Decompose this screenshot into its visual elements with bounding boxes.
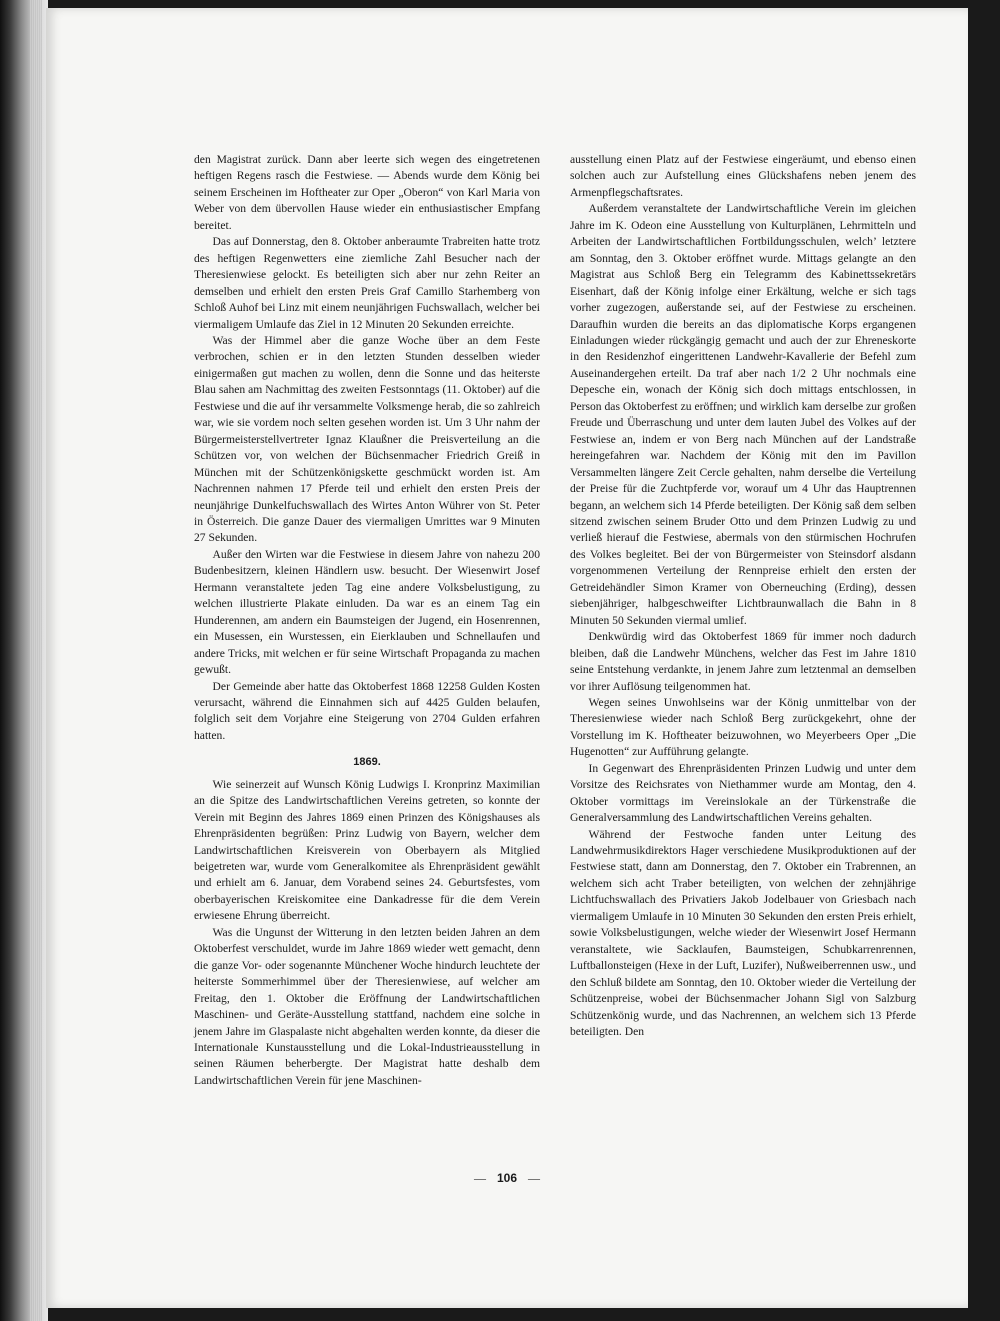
paragraph: Wie seinerzeit auf Wunsch König Ludwigs I. Kronprinz Maximilian an die Spitze des Landwirtschaftlichen Vereins getreten, so konnte der Verein mit Beginn des Jahres 1869 einen Prinzen des Königshauses als Ehrenpräsidenten begrüßen: Prinz Ludwig von Bayern, welcher dem Landwirtschaftlichen Kreisverein von Oberbayern als Mitglied beigetreten war, wurde vom Generalkomitee als Ehrenpräsident gewählt und erhielt am 6. Januar, dem Vorabend seines 24. Geburtsfestes, vom oberbayerischen Kreiskomitee eine Dankadresse für die dem Verein erwiesene Ehrung überreicht. bbox=[194, 777, 540, 923]
paragraph: Während der Festwoche fanden unter Leitung des Landwehrmusikdirektors Hager verschiedene Musikproduktionen auf der Festwiese statt, dann am Donnerstag, den 7. Oktober ein Trabrennen, an welchem sich acht Traber beteiligten, von welchen der zehnjährige Lichtfuchswallach des Privatiers Jakob Jodelbauer von Griesbach nach viermaligem Umlaufe in 10 Minuten 30 Sekunden den ersten Preis erhielt, sowie Volksbelustigungen, welche wieder der Wiesenwirt Josef Hermann veranstaltete, wie Sacklaufen, Baumsteigen, Schubkarrenrennen, Luftballonsteigen (Hexe in der Luft, Luzifer), Nußweiberrennen usw., und den Schluß bildete am Sonntag, den 10. Oktober wieder die Verteilung der Schützenpreise, wobei der Büchsenmacher Johann Sigl von Salzburg Schützenkönig wurde, und das Nachrennen, an welchem sich 13 Pferde beteiligten. Den bbox=[570, 827, 916, 1039]
paragraph: Das auf Donnerstag, den 8. Oktober anberaumte Trabreiten hatte trotz des heftigen Regenwetters eine ziemliche Zahl Besucher nach der Theresienwiese gelockt. Es beteiligten sich aber nur zehn Reiter an demselben und erhielt den ersten Preis Graf Camillo Starhemberg von Schloß Auhof bei Linz mit einem neunjährigen Fuchswallach, welcher bei viermaligem Umlaufe das Ziel in 12 Minuten 20 Sekunden erreichte. bbox=[194, 235, 540, 331]
left-column bbox=[194, 152, 540, 1089]
paragraph: Denkwürdig wird das Oktoberfest 1869 für immer noch dadurch bleiben, daß die Landwehr Münchens, welcher das Fest im Jahre 1810 seine Entstehung verdankte, in jenem Jahre zum letztenmal an demselben vor ihrer Auflösung teilgenommen hat. bbox=[570, 630, 916, 693]
book-page bbox=[46, 8, 968, 1308]
paragraph: In Gegenwart des Ehrenpräsidenten Prinzen Ludwig und unter dem Vorsitze des Reichsrates von Niethammer wurde am Montag, den 4. Oktober vormittags im Vereinslokale an der Türkenstraße die Generalversammlung des Landwirtschaftlichen Vereins gehalten. bbox=[570, 761, 916, 825]
paragraph: Der Gemeinde aber hatte das Oktoberfest 1868 12258 Gulden Kosten verursacht, während die Einnahmen sich auf 4425 Gulden belaufen, folglich seit dem Vorjahre eine Steigerung von 2704 Gulden erfahren hatten. bbox=[194, 679, 540, 742]
paragraph: Wegen seines Unwohlseins war der König unmittelbar von der Theresienwiese wieder nach Schloß Berg zurückgekehrt, ohne der Vorstellung im K. Hoftheater beizuwohnen, wo Meyerbeers Oper „Die Hugenotten“ zur Aufführung gelangte. bbox=[570, 695, 916, 759]
footer-dash: — bbox=[528, 1171, 541, 1185]
paragraph: Was die Ungunst der Witterung in den letzten beiden Jahren an dem Oktoberfest verschuldet, wurde im Jahre 1869 wieder wett gemacht, denn die ganze Vor- oder sogenannte Münchener Woche hindurch leuchtete der heiterste Sommerhimmel über der Theresienwiese, auf welcher am Freitag, den 1. Oktober die Eröffnung der Landwirtschaftlichen Maschinen- und Geräte-Ausstellung stattfand, nachdem eine solche in jenem Jahre im Glaspalaste nicht abgehalten werden konnte, da dieser die Internationale Kunstausstellung und die Lokal-Industrieausstellung in seinen Räumen beherbergte. Der Magistrat hatte deshalb dem Landwirtschaftlichen Verein für jene Maschinen- bbox=[194, 925, 540, 1087]
footer-dash: — bbox=[473, 1171, 486, 1185]
page-edges bbox=[30, 0, 42, 1321]
paragraph: Außer den Wirten war die Festwiese in diesem Jahre von nahezu 200 Budenbesitzern, kleinen Händlern usw. besucht. Der Wiesenwirt Josef Hermann veranstaltete jeden Tag eine andere Volksbelustigung, zu welchen illustrierte Plakate einluden. Da war es an einem Tag ein Hunderennen, am andern ein Baumsteigen der Jugend, ein Hosenrennen, ein Musessen, ein Wurstessen, ein Eierklauben und Schnellaufen und andere Tricks, mit welchen er für seine Wirtschaft Propaganda zu machen gewußt. bbox=[194, 547, 540, 677]
page-number-footer bbox=[46, 1171, 968, 1186]
page-number: 106 bbox=[496, 1171, 518, 1185]
paragraph: den Magistrat zurück. Dann aber leerte sich wegen des eingetretenen heftigen Regens rasch die Festwiese. — Abends wurde dem König bei seinem Erscheinen im Hoftheater zur Oper „Oberon“ von Karl Maria von Weber von dem übervollen Hause wieder ein enthusiastischer Empfang bereitet. bbox=[194, 153, 540, 232]
section-heading-1869: 1869. bbox=[353, 756, 381, 769]
right-column bbox=[570, 152, 916, 1040]
paragraph: Außerdem veranstaltete der Landwirtschaftliche Verein im gleichen Jahre im K. Odeon eine Ausstellung von Kulturplänen, Lehrmitteln und Arbeiten der Landwirtschaftlichen Fortbildungsschulen, welch’ letztere am Sonntag, den 3. Oktober eröffnet wurde. Mittags gelangte an den Magistrat aus Schloß Berg ein Telegramm des Kabinettssekretärs Eisenhart, daß der König infolge einer Erkältung, welche er sich tags vorher zugezogen, außerstande sei, auf der Festwiese zu erscheinen. Daraufhin wurden die bereits an das diplomatische Korps ergangenen Einladungen wieder rückgängig gemacht und auch der zur Ehreneskorte in den Residenzhof eingerittenen Landwehr-Kavallerie der Befehl zum Auseinandergehen erteilt. Da traf aber nach 1/2 2 Uhr nochmals eine Depesche ein, wonach der König sich doch mittags entschlossen, in Person das Oktoberfest zu eröffnen; und wirklich kam derselbe zur großen Freude und Überraschung und unter dem lauten Jubel des Volkes auf der Festwiese an, indem er von Berg nach München auf der Landstraße hereingefahren war. Nachdem der König mit den im Pavillon Versammelten längere Zeit Cercle gehalten, nahm derselbe die Verteilung der Preise für die Zuchtpferde vor, worauf um 4 Uhr das Hauptrennen begann, an welchem sich 14 Pferde beteiligten. Der König saß dem selben sitzend zwischen seinem Bruder Otto und dem Prinzen Ludwig zu und verließ hierauf die Festwiese, abermals von den stürmischen Hochrufen des Volkes begleitet. Bei der von Bürgermeister von Steinsdorf alsdann vorgenommenen Verteilung der Rennpreise erhielt den ersten der Getreidehändler Simon Kramer von Oberneuching (Erding), dessen siebenjähriger, halbgeschweifter Lichtbraunwallach die Bahn in 8 Minuten 50 Sekunden viermal umlief. bbox=[570, 202, 916, 627]
paragraph: ausstellung einen Platz auf der Festwiese eingeräumt, und ebenso einen solchen auch zur Aufstellung eines Glückshafens neben jenem des Armenpflegschaftsrates. bbox=[570, 153, 916, 199]
paragraph: Was der Himmel aber die ganze Woche über an dem Feste verbrochen, schien er in den letzten Stunden desselben wieder einigermaßen gut machen zu wollen, denn die Sonne und das heiterste Blau sahen am Nachmittag des zweiten Festsonntags (11. Oktober) auf die Festwiese und die auf ihr versammelte Volksmenge herab, die so zahlreich war, wie sie vordem noch selten gesehen worden ist. Um 3 Uhr nahm der Bürgermeisterstellvertreter Ignaz Klaußner die Preisverteilung an die Schützen vor, von welchen der Büchsenmacher Friedrich Greiß in München mit der Schützenkönigskette geschmückt worden ist. Am Nachrennen nahmen 17 Pferde teil und erhielt den ersten Preis der neunjährige Dunkelfuchswallach des Wirtes Anton Wührer von St. Peter in Österreich. Die ganze Dauer des viermaligen Umrittes war 9 Minuten 27 Sekunden. bbox=[194, 333, 540, 545]
